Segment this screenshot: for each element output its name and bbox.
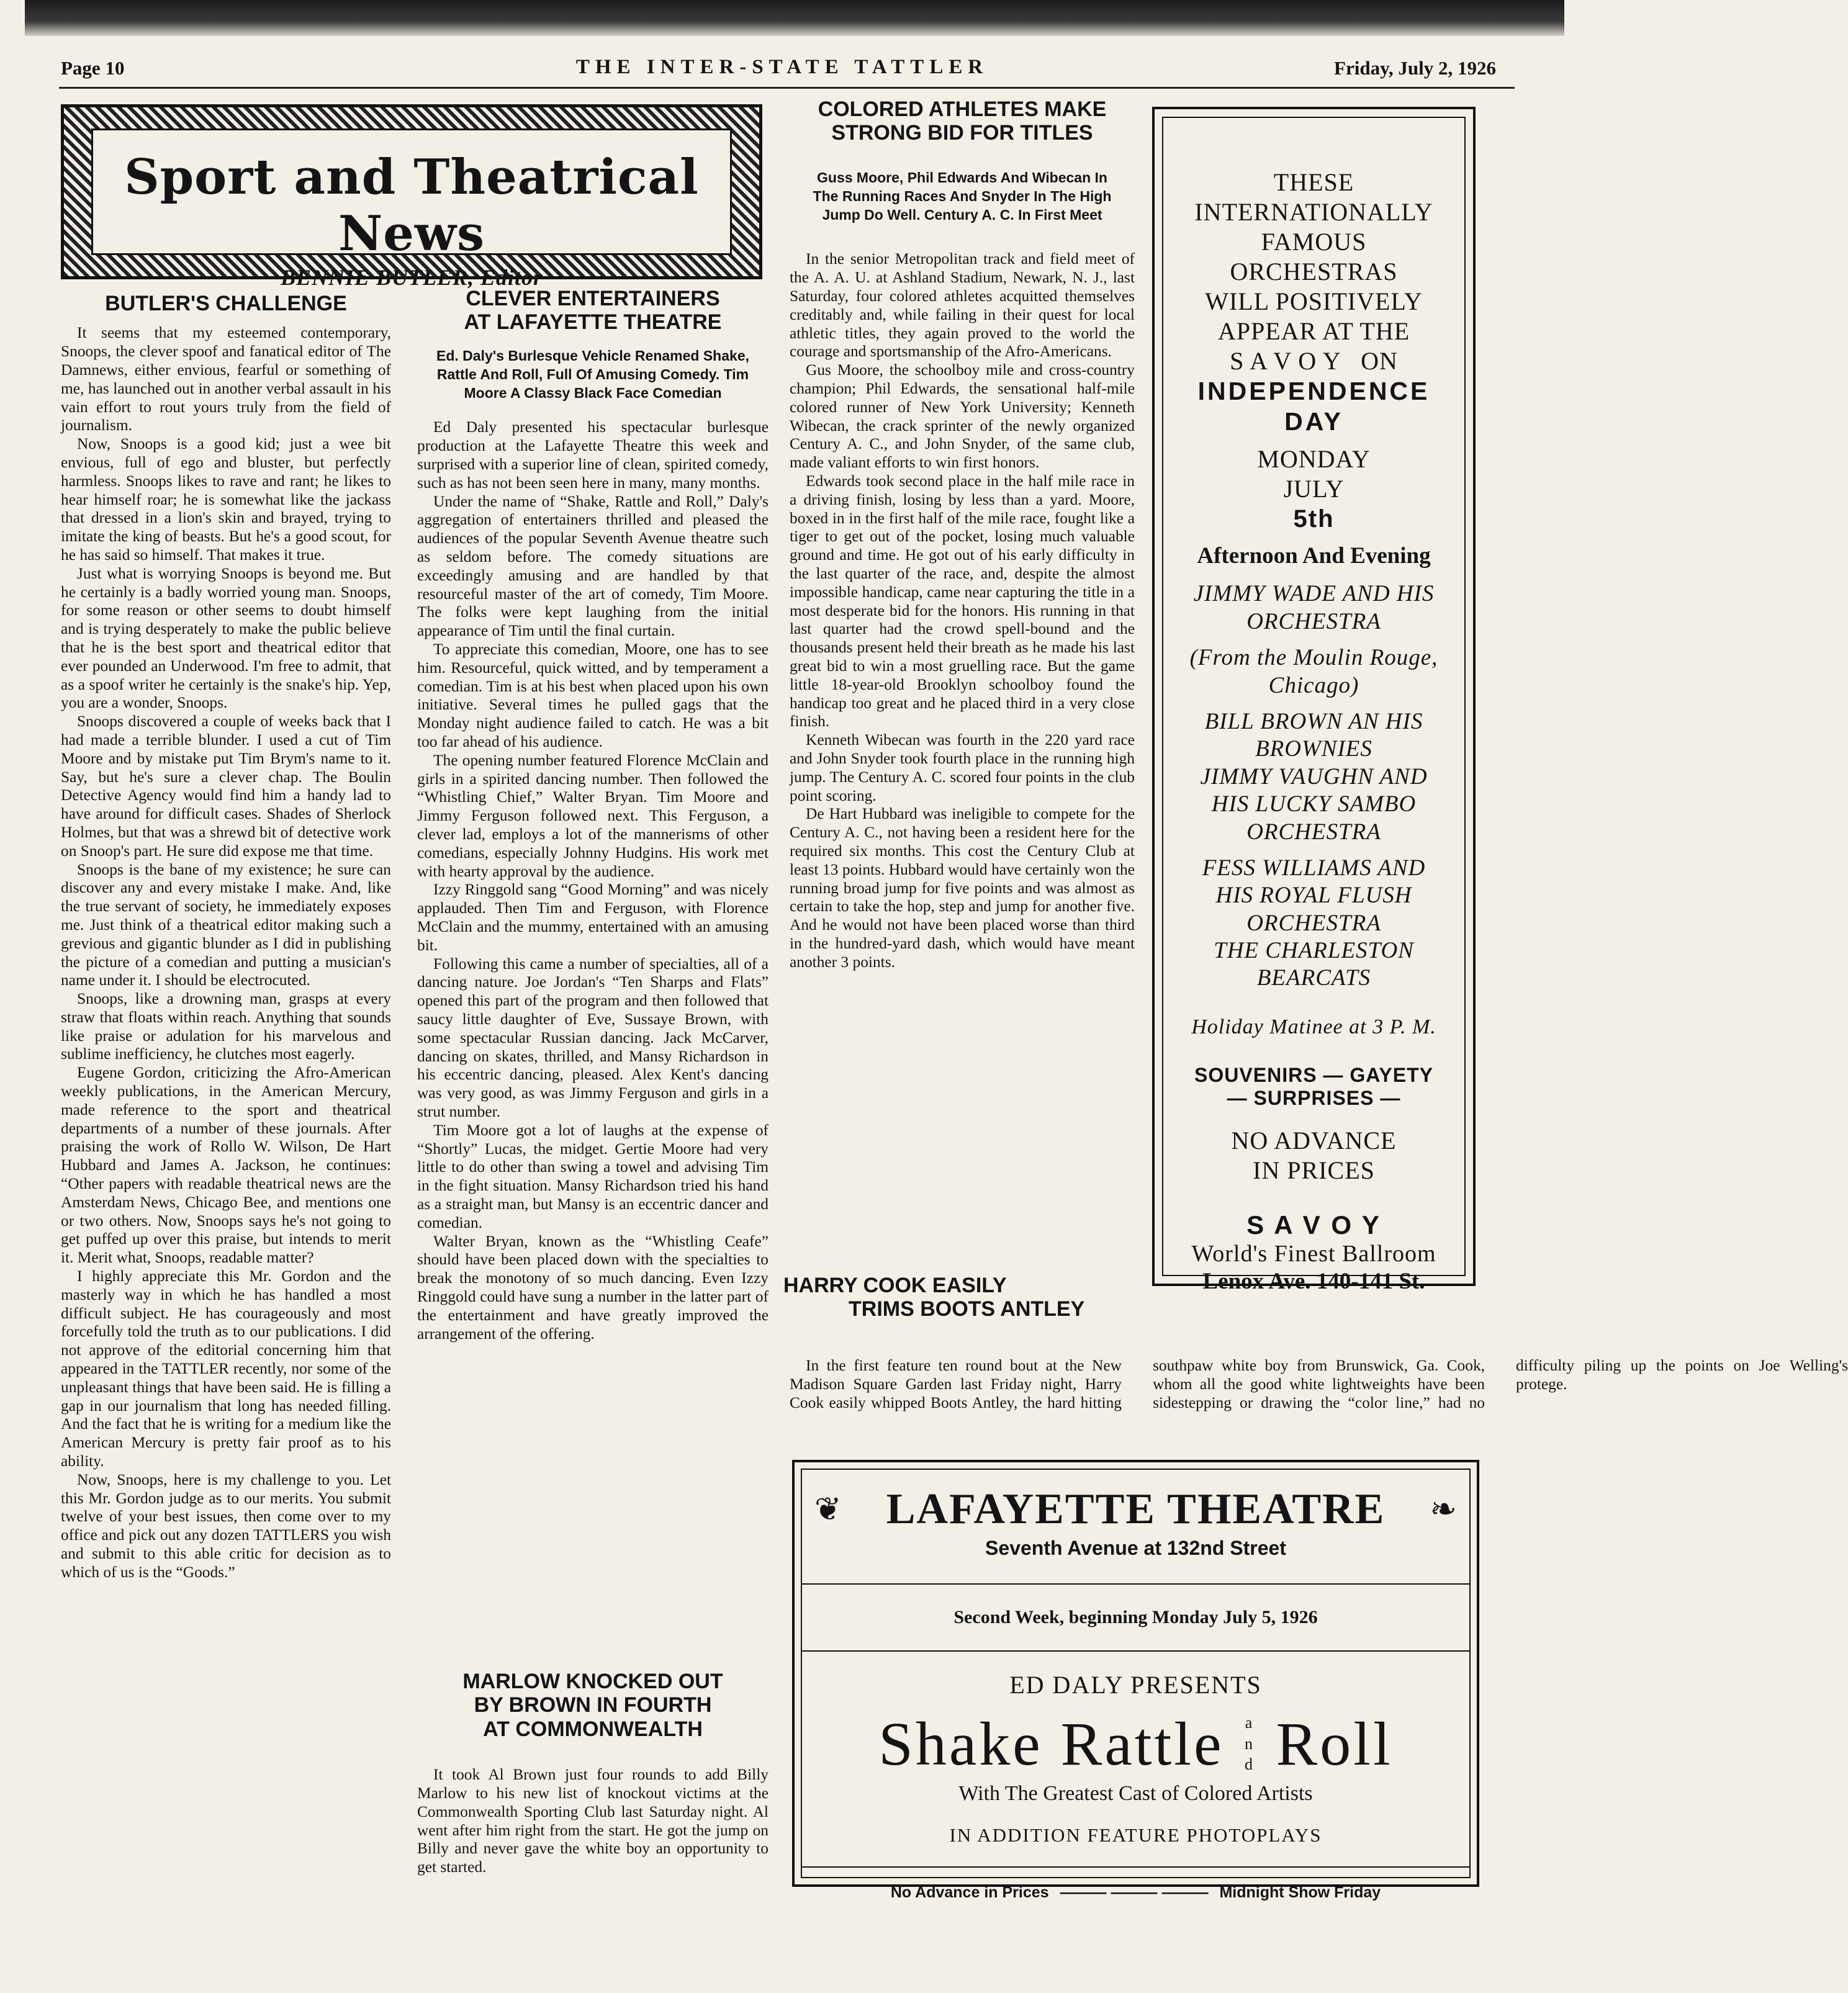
savoy-ad-inner bbox=[1162, 117, 1466, 1295]
section-header-inner bbox=[91, 128, 732, 290]
band-line: JIMMY WADE AND HIS bbox=[1193, 581, 1435, 607]
butler-article bbox=[61, 292, 391, 1582]
clever-paragraph: Following this came a number of specialties, all of a dancing nature. Joe Jordan's “Ten Sharps and Flats” opened this part of the program and then followed that saucy little daughter of Eve, Sussaye Brown, with some spectacular Russian dancing. Jack McCarver, dancing on skates, thrilled, and Mansy Richardson in his eccentric dancing, pleased. Alex Kent's dancing was very good, as was Jimmy Ferguson and girls in a strut number. bbox=[417, 955, 768, 1120]
athletes-paragraph: Kenneth Wibecan was fourth in the 220 yard race and John Snyder took fourth place in the running high jump. The Century A. C. scored four points in the club point scoring. bbox=[790, 731, 1135, 804]
marlow-headline-1: MARLOW KNOCKED OUT bbox=[462, 1670, 723, 1693]
section-header-box bbox=[61, 104, 762, 290]
savoy-line: S A V O Y ON bbox=[1230, 347, 1398, 375]
clever-paragraph: Under the name of “Shake, Rattle and Roll,” Daly's aggregation of entertainers thrilled and pleased the audiences of the popular Seventh Avenue theatre such as seldom before. The comedy situations are exceedingly amusing and are handled by that resourceful master of the art of comedy, Tim Moore. The folks were kept laughing from the initial appearance of Tim until the final curtain. bbox=[417, 492, 768, 640]
fifth-label: 5th bbox=[1293, 505, 1335, 533]
cook-paragraph: In the first feature ten round bout at the New Madison Square Garden last Friday night, Harry Cook easily whipped Boots Antley, the hard hitting southpaw white boy from Brunswick, Ga. Cook, whom all the good white lightweights have been sidestepping or drawing the “color line,” had no difficulty piling up the points on Joe Welling's protege. bbox=[790, 1357, 1848, 1411]
footer-row bbox=[802, 1884, 1469, 1902]
cook-body-text bbox=[790, 1357, 1848, 1424]
scroll-ornament-icon: ❧ bbox=[1430, 1491, 1457, 1528]
clever-body bbox=[417, 418, 768, 1343]
lafayette-ad-inner bbox=[801, 1469, 1471, 1901]
athletes-article bbox=[790, 97, 1135, 972]
athletes-deck: Guss Moore, Phil Edwards And Wibecan In The Running Races And Snyder In The High Jump Do Well. Century A. C. In First Meet bbox=[813, 169, 1112, 223]
band-line: Chicago) bbox=[1268, 672, 1359, 698]
savoy-line: FAMOUS bbox=[1261, 228, 1367, 256]
athletes-paragraph: Edwards took second place in the half mile race in a driving finish, losing by less than a yard. Moore, boxed in in the first half of the mile race, fought like a tiger to get out of the pocket, losing much valuable ground and time. He got out of his early difficulty in the last quarter of the race, and, despite the almost impossible handicap, came near capturing the title in a most desperate bid for the honors. His running in that last quarter had the crowd spell-bound and the thousands present held their breath as he made his last great bid to win a most gruelling race. But the game little 18-year-old Brooklyn schoolboy found the handicap too great and he placed third in a very close finish. bbox=[790, 472, 1135, 731]
clever-headline-1: CLEVER ENTERTAINERS bbox=[466, 287, 720, 310]
butler-paragraph: Now, Snoops, here is my challenge to you. Let this Mr. Gordon judge as to our merits. You submit twelve of your best issues, then come over to my office and pick out any dozen TATTLERS you wish and submit to this able critic for decision as to which of us is the “Goods.” bbox=[61, 1470, 391, 1581]
athletes-headline-1: COLORED ATHLETES MAKE bbox=[818, 97, 1107, 121]
butler-paragraph: Just what is worrying Snoops is beyond me. But he certainly is a badly worried young man. Snoops, for some reason or other seems to doubt himself and is trying desperately to make the public believe that he is the best sport and theatrical editor that ever pounded an Underwood. I'm free to admit, that as a spoof writer he certainly is the snake's hip. Yep, you are a wonder, Snoops. bbox=[61, 564, 391, 712]
band-list bbox=[1163, 580, 1464, 992]
savoy-name: S A V O Y bbox=[1246, 1210, 1381, 1239]
monday-label: MONDAY bbox=[1257, 445, 1371, 474]
butler-paragraph: Now, Snoops is a good kid; just a wee bit envious, full of ego and bluster, but perfectly harmless. Snoops likes to rave and rant; he likes to hear himself roar; he is somewhat like the jackass that dressed in a lion's skin and brayed, trying to imitate the king of beasts. But he's a good scout, for he has said so himself. That makes it true. bbox=[61, 435, 391, 564]
clever-article bbox=[417, 287, 768, 1343]
clever-paragraph: The opening number featured Florence McClain and girls in a spirited dancing number. Then followed the “Whistling Chief,” Walter Bryan. Tim Moore and Jimmy Ferguson followed next. This Ferguson, a clever lad, employs a lot of the mannerisms of other comedians, especially Johnny Hudgins. His work met with hearty approval by the audience. bbox=[417, 751, 768, 880]
masthead-rule bbox=[59, 87, 1515, 89]
band-line: BROWNIES bbox=[1255, 736, 1372, 762]
marlow-body bbox=[417, 1766, 768, 1877]
clever-paragraph: Tim Moore got a lot of laughs at the expense of “Shortly” Lucas, the midget. Gertie Moore had very little to do other than swing a towel and advising Tim in the fight situation. Mansy Richardson tried his hand as a straight man, but Mansy is an eccentric dancer and comedian. bbox=[417, 1121, 768, 1231]
butler-body bbox=[61, 324, 391, 1581]
footer-dashes: ——— ——— ——— bbox=[1060, 1884, 1209, 1901]
souvenirs-label: SOUVENIRS — GAYETY bbox=[1194, 1063, 1433, 1086]
feature-label: IN ADDITION FEATURE PHOTOPLAYS bbox=[949, 1824, 1322, 1846]
band-line: JIMMY VAUGHN AND bbox=[1200, 763, 1428, 790]
athletes-body bbox=[790, 250, 1135, 971]
savoy-line: THESE bbox=[1273, 168, 1354, 196]
athletes-paragraph: In the senior Metropolitan track and field meet of the A. A. U. at Ashland Stadium, Newark, N. J., last Saturday, four colored athletes acquitted themselves creditably and, while failing in their quest for local athletic titles, they again proved to the world the courage and sportsmanship of the Afro-Americans. bbox=[790, 250, 1135, 361]
page-number: Page 10 bbox=[61, 57, 125, 79]
lafayette-advertisement bbox=[792, 1460, 1479, 1901]
show-title-shake: Shake Rattle bbox=[878, 1709, 1224, 1778]
band-line: HIS ROYAL FLUSH bbox=[1215, 883, 1412, 909]
band-line: FESS WILLIAMS AND bbox=[1202, 855, 1426, 881]
section-title: Sport and Theatrical News bbox=[124, 149, 699, 262]
lafayette-name: LAFAYETTE THEATRE bbox=[886, 1485, 1386, 1533]
independence-label: INDEPENDENCE bbox=[1197, 377, 1430, 405]
issue-date: Friday, July 2, 1926 bbox=[1334, 57, 1496, 79]
show-title bbox=[802, 1708, 1469, 1779]
week-label: Second Week, beginning Monday July 5, 1926 bbox=[953, 1607, 1318, 1627]
band-line: THE CHARLESTON bbox=[1214, 938, 1414, 964]
marlow-paragraph: It took Al Brown just four rounds to add Billy Marlow to his new list of knockout victims at the Commonwealth Sporting Club last Saturday night. Al went after him right from the start. He got the jump on Billy and never gave the white boy an opportunity to get started. bbox=[417, 1766, 768, 1876]
cook-headline-2: TRIMS BOOTS ANTLEY bbox=[849, 1297, 1085, 1321]
divider bbox=[802, 1650, 1469, 1652]
cook-headline-1: HARRY COOK EASILY bbox=[783, 1274, 1007, 1297]
july-label: JULY bbox=[1283, 475, 1345, 503]
newspaper-masthead: THE INTER-STATE TATTLER bbox=[575, 56, 989, 78]
band-line: HIS LUCKY SAMBO bbox=[1211, 791, 1417, 817]
show-title-roll: Roll bbox=[1276, 1709, 1393, 1778]
band-line: ORCHESTRA bbox=[1246, 819, 1381, 845]
butler-paragraph: Snoops discovered a couple of weeks back that I had made a terrible blunder. I used a cut of Tim Moore and by mistake put Tim Brym's name to it. Say, but he's sure a clever chap. The Boulin Detective Agency would find him a handy lad to have around for difficult cases. Shades of Sherlock Holmes, but that was a shrewd bit of detective work on Snoop's part. He sure did expose me that time. bbox=[61, 713, 391, 860]
band-line: (From the Moulin Rouge, bbox=[1189, 645, 1438, 671]
butler-paragraph: It seems that my esteemed contemporary, Snoops, the clever spoof and fanatical editor of The Damnews, either envious, fearful or something of me, has launched out in another verbal assault in his vain effort to rout yours truly from the field of journalism. bbox=[61, 324, 391, 434]
band-line: ORCHESTRA bbox=[1246, 910, 1381, 936]
cook-body bbox=[790, 1357, 1848, 1424]
scroll-ornament-icon: ❦ bbox=[814, 1491, 842, 1528]
divider bbox=[802, 1583, 1469, 1585]
savoy-intro bbox=[1163, 168, 1464, 376]
savoy-line: APPEAR AT THE bbox=[1217, 317, 1410, 345]
show-title-and: a n d bbox=[1244, 1713, 1255, 1774]
day-label: DAY bbox=[1284, 407, 1343, 436]
presents-label: ED DALY PRESENTS bbox=[1009, 1671, 1262, 1699]
lafayette-address: Seventh Avenue at 132nd Street bbox=[985, 1537, 1286, 1559]
in-prices-label: IN PRICES bbox=[1253, 1156, 1375, 1184]
surprises-label: — SURPRISES — bbox=[1227, 1086, 1401, 1109]
butler-headline: BUTLER'S CHALLENGE bbox=[105, 292, 347, 315]
athletes-headline-2: STRONG BID FOR TITLES bbox=[831, 121, 1093, 145]
band-line: BEARCATS bbox=[1256, 965, 1371, 991]
band-line: ORCHESTRA bbox=[1246, 608, 1381, 634]
section-editor: BENNIE BUTLER, Editor bbox=[280, 265, 543, 290]
athletes-paragraph: Gus Moore, the schoolboy mile and cross-country champion; Phil Edwards, the sensational half-mile colored runner of New York University; Kenneth Wibecan, the crack sprinter of the newly organized Century A. C., and John Snyder, of the same club, made valiant efforts to win first honors. bbox=[790, 361, 1135, 472]
clever-paragraph: Ed Daly presented his spectacular burlesque production at the Lafayette Theatre this week and surprised with a superior line of clean, spirited comedy, such as has not been seen here in many, many months. bbox=[417, 418, 768, 492]
band-line: BILL BROWN AN HIS bbox=[1204, 708, 1423, 734]
no-advance-note: No Advance in Prices bbox=[890, 1884, 1049, 1901]
clever-deck: Ed. Daly's Burlesque Vehicle Renamed Shake, Rattle And Roll, Full Of Amusing Comedy. Tim Moore A Classy Black Face Comedian bbox=[436, 347, 749, 401]
marlow-article bbox=[417, 1670, 768, 1877]
no-advance-label: NO ADVANCE bbox=[1231, 1126, 1397, 1154]
butler-paragraph: Snoops is the bane of my existence; he sure can discover any and every mistake I make. And, like the true servant of society, he immediately exposes me. Just think of a theatrical editor making such a grevious and gigantic blunder as I did in publishing the picture of a comedian and putting a musician's name under it. I should be electrocuted. bbox=[61, 860, 391, 989]
athletes-paragraph: De Hart Hubbard was ineligible to compete for the Century A. C., not having been a resident here for the required six months. This cost the Century Club at least 13 points. Hubbard would have certainly won the running broad jump for five points and was almost as certain to take the hop, step and jump for another five. And he would not have been placed worse than third in the hundred-yard dash, which would have meant another 3 points. bbox=[790, 805, 1135, 971]
ballroom-label: World's Finest Ballroom bbox=[1191, 1240, 1436, 1267]
cast-label: With The Greatest Cast of Colored Artists bbox=[958, 1782, 1313, 1805]
butler-paragraph: Snoops, like a drowning man, grasps at every straw that floats within reach. Anything that sounds like praise or adulation for his marvelous and sublime inefficiency, he clutches most eagerly. bbox=[61, 990, 391, 1063]
savoy-line: ORCHESTRAS bbox=[1230, 258, 1398, 286]
midnight-note: Midnight Show Friday bbox=[1219, 1884, 1381, 1901]
matinee-label: Holiday Matinee at 3 P. M. bbox=[1191, 1015, 1436, 1038]
torn-top-edge bbox=[25, 0, 1564, 36]
butler-paragraph: Eugene Gordon, criticizing the Afro-American weekly publications, in the American Mercury, made reference to the sport and theatrical departments of a number of these journals. After praising the work of Rollo W. Wilson, De Hart Hubbard and James A. Jackson, he continues: “Other papers with readable theatrical news are the Amsterdam News, Chicago Bee, and mentions one or two others. Now, Snoops says he's not going to get puffed up over this praise, but intends to merit it. Merit what, Snoops, readable matter? bbox=[61, 1064, 391, 1267]
clever-paragraph: Izzy Ringgold sang “Good Morning” and was nicely applauded. Then Tim and Ferguson, with Florence McClain and the mummy, entertained with an amusing bit. bbox=[417, 881, 768, 954]
afternoon-label: Afternoon And Evening bbox=[1197, 543, 1431, 569]
marlow-headline-2: BY BROWN IN FOURTH bbox=[474, 1693, 712, 1717]
clever-paragraph: To appreciate this comedian, Moore, one has to see him. Resourceful, quick witted, and by temperament a comedian. Tim is at his best when placed upon his own initiative. Several times he pulled gags that the Monday night audience failed to catch. He was a bit too far ahead of his audience. bbox=[417, 641, 768, 751]
savoy-advertisement bbox=[1152, 107, 1476, 1295]
savoy-line: INTERNATIONALLY bbox=[1194, 198, 1433, 226]
butler-paragraph: I highly appreciate this Mr. Gordon and the masterly way in which he has handled a most difficult subject. He has courageously and most forcefully told the truth as to our publications. I did not approve of the editorial concerning him that appeared in the TATTLER recently, nor some of the unpleasant things that have been said. He is filling a gap in our journalism that long has needed filling. And the fact that he is writing for a medium like the American Mercury is pretty fair proof as to his ability. bbox=[61, 1267, 391, 1470]
divider bbox=[802, 1866, 1469, 1868]
clever-headline-2: AT LAFAYETTE THEATRE bbox=[464, 310, 722, 335]
clever-paragraph: Walter Bryan, known as the “Whistling Ceafe” should have been placed down with the specialties to break the monotony of so much dancing. Even Izzy Ringgold could have sung a number in the latter part of the entertainment and have greatly improved the arrangement of the offering. bbox=[417, 1232, 768, 1343]
savoy-line: WILL POSITIVELY bbox=[1205, 287, 1423, 315]
cook-headline-block bbox=[783, 1274, 1134, 1321]
savoy-address: Lenox Ave. 140-141 St. bbox=[1202, 1269, 1425, 1295]
marlow-headline-3: AT COMMONWEALTH bbox=[483, 1717, 703, 1741]
